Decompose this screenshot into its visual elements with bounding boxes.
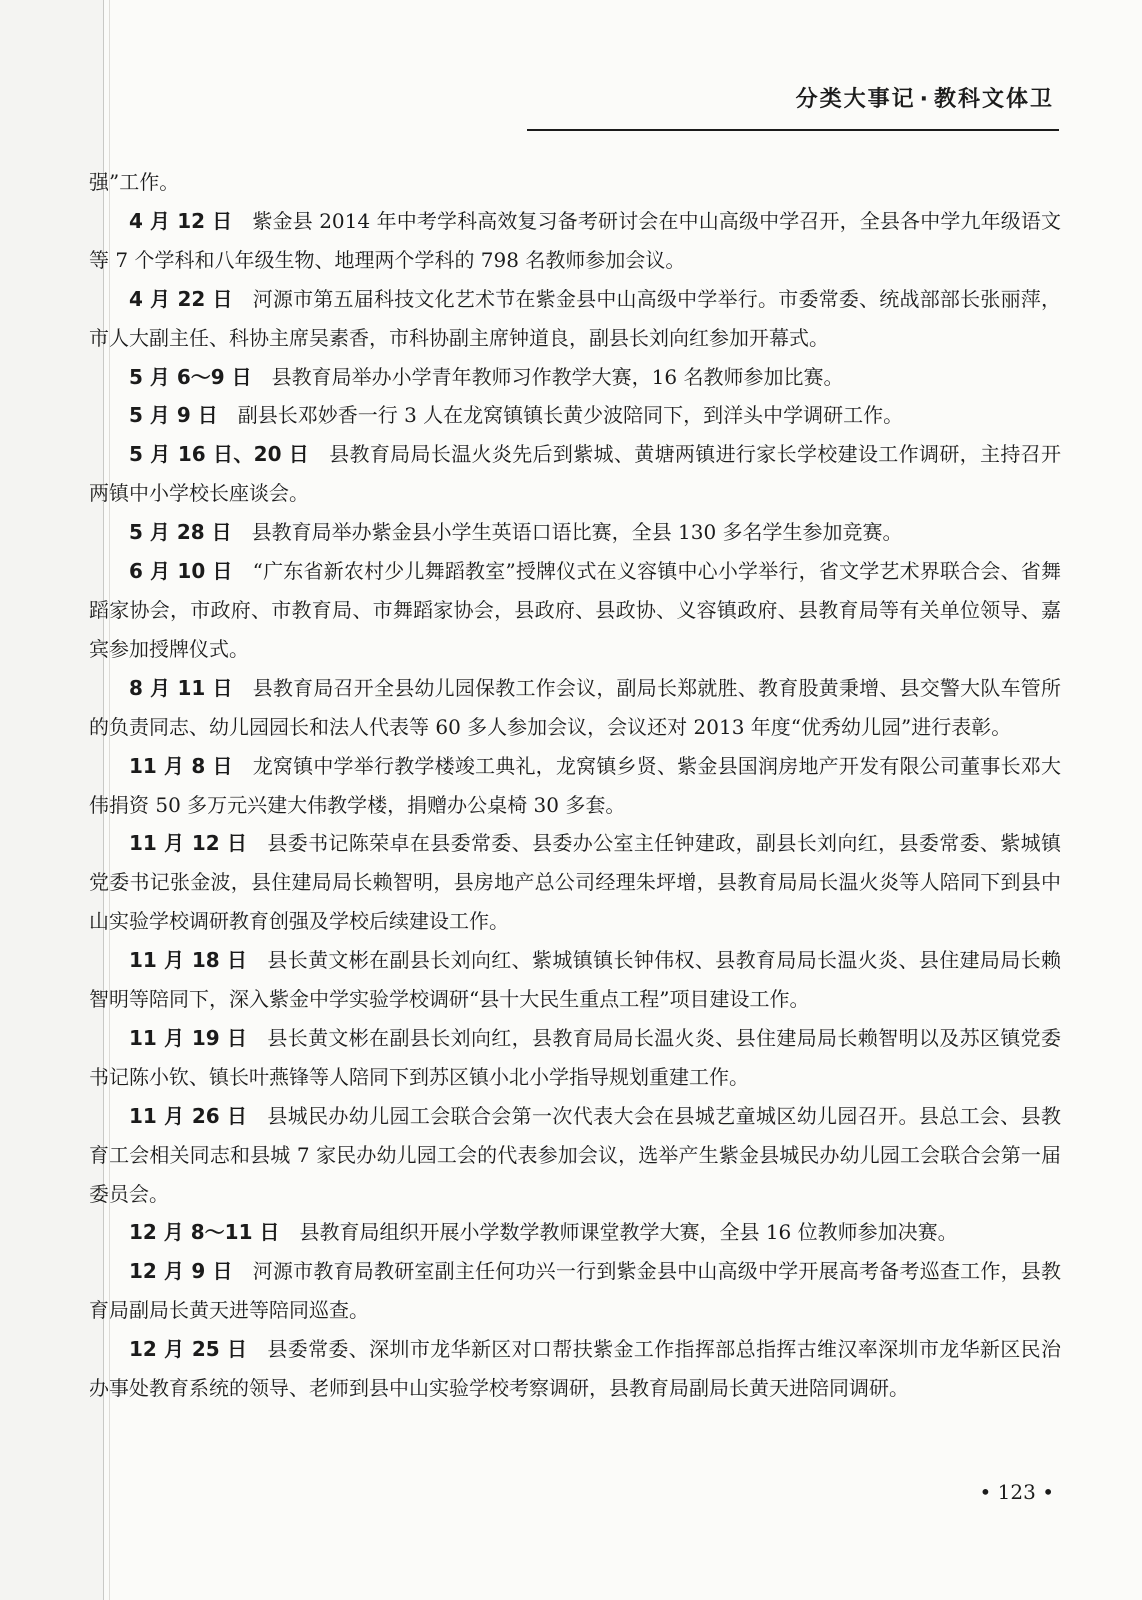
chronicle-entry bbox=[89, 1252, 1061, 1330]
chronicle-body bbox=[89, 163, 1061, 1408]
entry-date: 11 月 26 日 bbox=[129, 1103, 248, 1128]
running-header bbox=[796, 82, 1054, 113]
page-number: • 123 • bbox=[979, 1480, 1054, 1504]
header-rule bbox=[527, 129, 1059, 131]
entry-text: 紫金县 2014 年中考学科高效复习备考研讨会在中山高级中学召开，全县各中学九年级语文等 7 个学科和八年级生物、地理两个学科的 798 名教师参加会议。 bbox=[89, 208, 1061, 272]
header-separator: · bbox=[919, 87, 930, 112]
chronicle-entry bbox=[89, 435, 1061, 513]
entry-date: 5 月 6～9 日 bbox=[129, 364, 252, 389]
entry-text: 县城民办幼儿园工会联合会第一次代表大会在县城艺童城区幼儿园召开。县总工会、县教育工会相关同志和县城 7 家民办幼儿园工会的代表参加会议，选举产生紫金县城民办幼儿园工会联合会第一届委员会。 bbox=[89, 1103, 1062, 1206]
entry-text: 河源市教育局教研室副主任何功兴一行到紫金县中山高级中学开展高考备考巡查工作，县教育局副局长黄天进等陪同巡查。 bbox=[89, 1259, 1061, 1323]
continuation-text: 强”工作。 bbox=[89, 170, 180, 194]
entry-text: 县教育局举办紫金县小学生英语口语比赛，全县 130 多名学生参加竞赛。 bbox=[251, 520, 903, 545]
entry-text: 河源市第五届科技文化艺术节在紫金县中山高级中学举行。市委常委、统战部部长张丽萍，市人大副主任、科协主席吴素香，市科协副主席钟道良，副县长刘向红参加开幕式。 bbox=[89, 286, 1061, 350]
chronicle-entry bbox=[89, 552, 1061, 669]
chronicle-entry bbox=[89, 358, 1061, 397]
chronicle-entry bbox=[89, 513, 1061, 552]
entry-date: 4 月 22 日 bbox=[129, 286, 233, 311]
entry-text: 县委书记陈荣卓在县委常委、县委办公室主任钟建政，副县长刘向红，县委常委、紫城镇党委书记张金波，县住建局局长赖智明，县房地产总公司经理朱坪增，县教育局局长温火炎等人陪同下到县中山实验学校调研教育创强及学校后续建设工作。 bbox=[89, 831, 1062, 934]
entry-date: 11 月 18 日 bbox=[129, 948, 248, 973]
entry-text: 县教育局局长温火炎先后到紫城、黄塘两镇进行家长学校建设工作调研，主持召开两镇中小学校长座谈会。 bbox=[89, 442, 1062, 506]
chronicle-entry bbox=[89, 1097, 1061, 1214]
chronicle-entry bbox=[89, 747, 1061, 825]
entry-text: 县长黄文彬在副县长刘向红、紫城镇镇长钟伟权、县教育局局长温火炎、县住建局局长赖智明等陪同下，深入紫金中学实验学校调研“县十大民生重点工程”项目建设工作。 bbox=[89, 948, 1062, 1012]
chronicle-entry bbox=[89, 1019, 1061, 1097]
entry-date: 4 月 12 日 bbox=[129, 208, 233, 233]
entry-text: “广东省新农村少儿舞蹈教室”授牌仪式在义容镇中心小学举行，省文学艺术界联合会、省舞蹈家协会，市政府、市教育局、市舞蹈家协会，县政府、县政协、义容镇政府、县教育局等有关单位领导、嘉宾参加授牌仪式。 bbox=[89, 559, 1062, 661]
entry-text: 县教育局举办小学青年教师习作教学大赛，16 名教师参加比赛。 bbox=[271, 364, 844, 389]
entry-date: 11 月 8 日 bbox=[129, 753, 233, 778]
entry-date: 11 月 12 日 bbox=[129, 831, 248, 856]
entry-text: 副县长邓妙香一行 3 人在龙窝镇镇长黄少波陪同下，到洋头中学调研工作。 bbox=[237, 403, 904, 428]
entry-date: 12 月 8～11 日 bbox=[129, 1220, 280, 1245]
chronicle-entry bbox=[89, 1330, 1061, 1408]
chronicle-entry bbox=[89, 941, 1061, 1019]
header-subsection: 教科文体卫 bbox=[933, 87, 1054, 112]
chronicle-entry bbox=[89, 396, 1061, 435]
chronicle-entry bbox=[89, 280, 1061, 358]
chronicle-entry bbox=[89, 669, 1061, 747]
entry-date: 12 月 25 日 bbox=[129, 1337, 248, 1362]
entry-date: 5 月 28 日 bbox=[129, 520, 232, 545]
entry-date: 11 月 19 日 bbox=[129, 1025, 248, 1050]
entry-text: 县长黄文彬在副县长刘向红，县教育局局长温火炎、县住建局局长赖智明以及苏区镇党委书记陈小钦、镇长叶燕锋等人陪同下到苏区镇小北小学指导规划重建工作。 bbox=[89, 1025, 1062, 1089]
entry-text: 县教育局召开全县幼儿园保教工作会议，副局长郑就胜、教育股黄秉增、县交警大队车管所的负责同志、幼儿园园长和法人代表等 60 多人参加会议，会议还对 2013 年度“优秀幼儿园”进行表彰。 bbox=[89, 675, 1061, 739]
entry-date: 8 月 11 日 bbox=[129, 675, 233, 700]
entry-text: 县教育局组织开展小学数学教师课堂教学大赛，全县 16 位教师参加决赛。 bbox=[299, 1220, 958, 1245]
entry-date: 5 月 9 日 bbox=[129, 403, 218, 428]
entry-text: 县委常委、深圳市龙华新区对口帮扶紫金工作指挥部总指挥古维汉率深圳市龙华新区民治办事处教育系统的领导、老师到县中山实验学校考察调研，县教育局副局长黄天进陪同调研。 bbox=[89, 1337, 1062, 1401]
entry-date: 6 月 10 日 bbox=[129, 559, 233, 584]
header-section: 分类大事记 bbox=[795, 87, 916, 112]
chronicle-entry bbox=[89, 1213, 1061, 1252]
chronicle-entry bbox=[89, 824, 1061, 941]
chronicle-entry bbox=[89, 202, 1061, 280]
entry-text: 龙窝镇中学举行教学楼竣工典礼，龙窝镇乡贤、紫金县国润房地产开发有限公司董事长邓大伟捐资 50 多万元兴建大伟教学楼，捐赠办公桌椅 30 多套。 bbox=[89, 753, 1061, 817]
entry-date: 5 月 16 日、20 日 bbox=[129, 442, 310, 467]
entry-date: 12 月 9 日 bbox=[129, 1259, 233, 1284]
